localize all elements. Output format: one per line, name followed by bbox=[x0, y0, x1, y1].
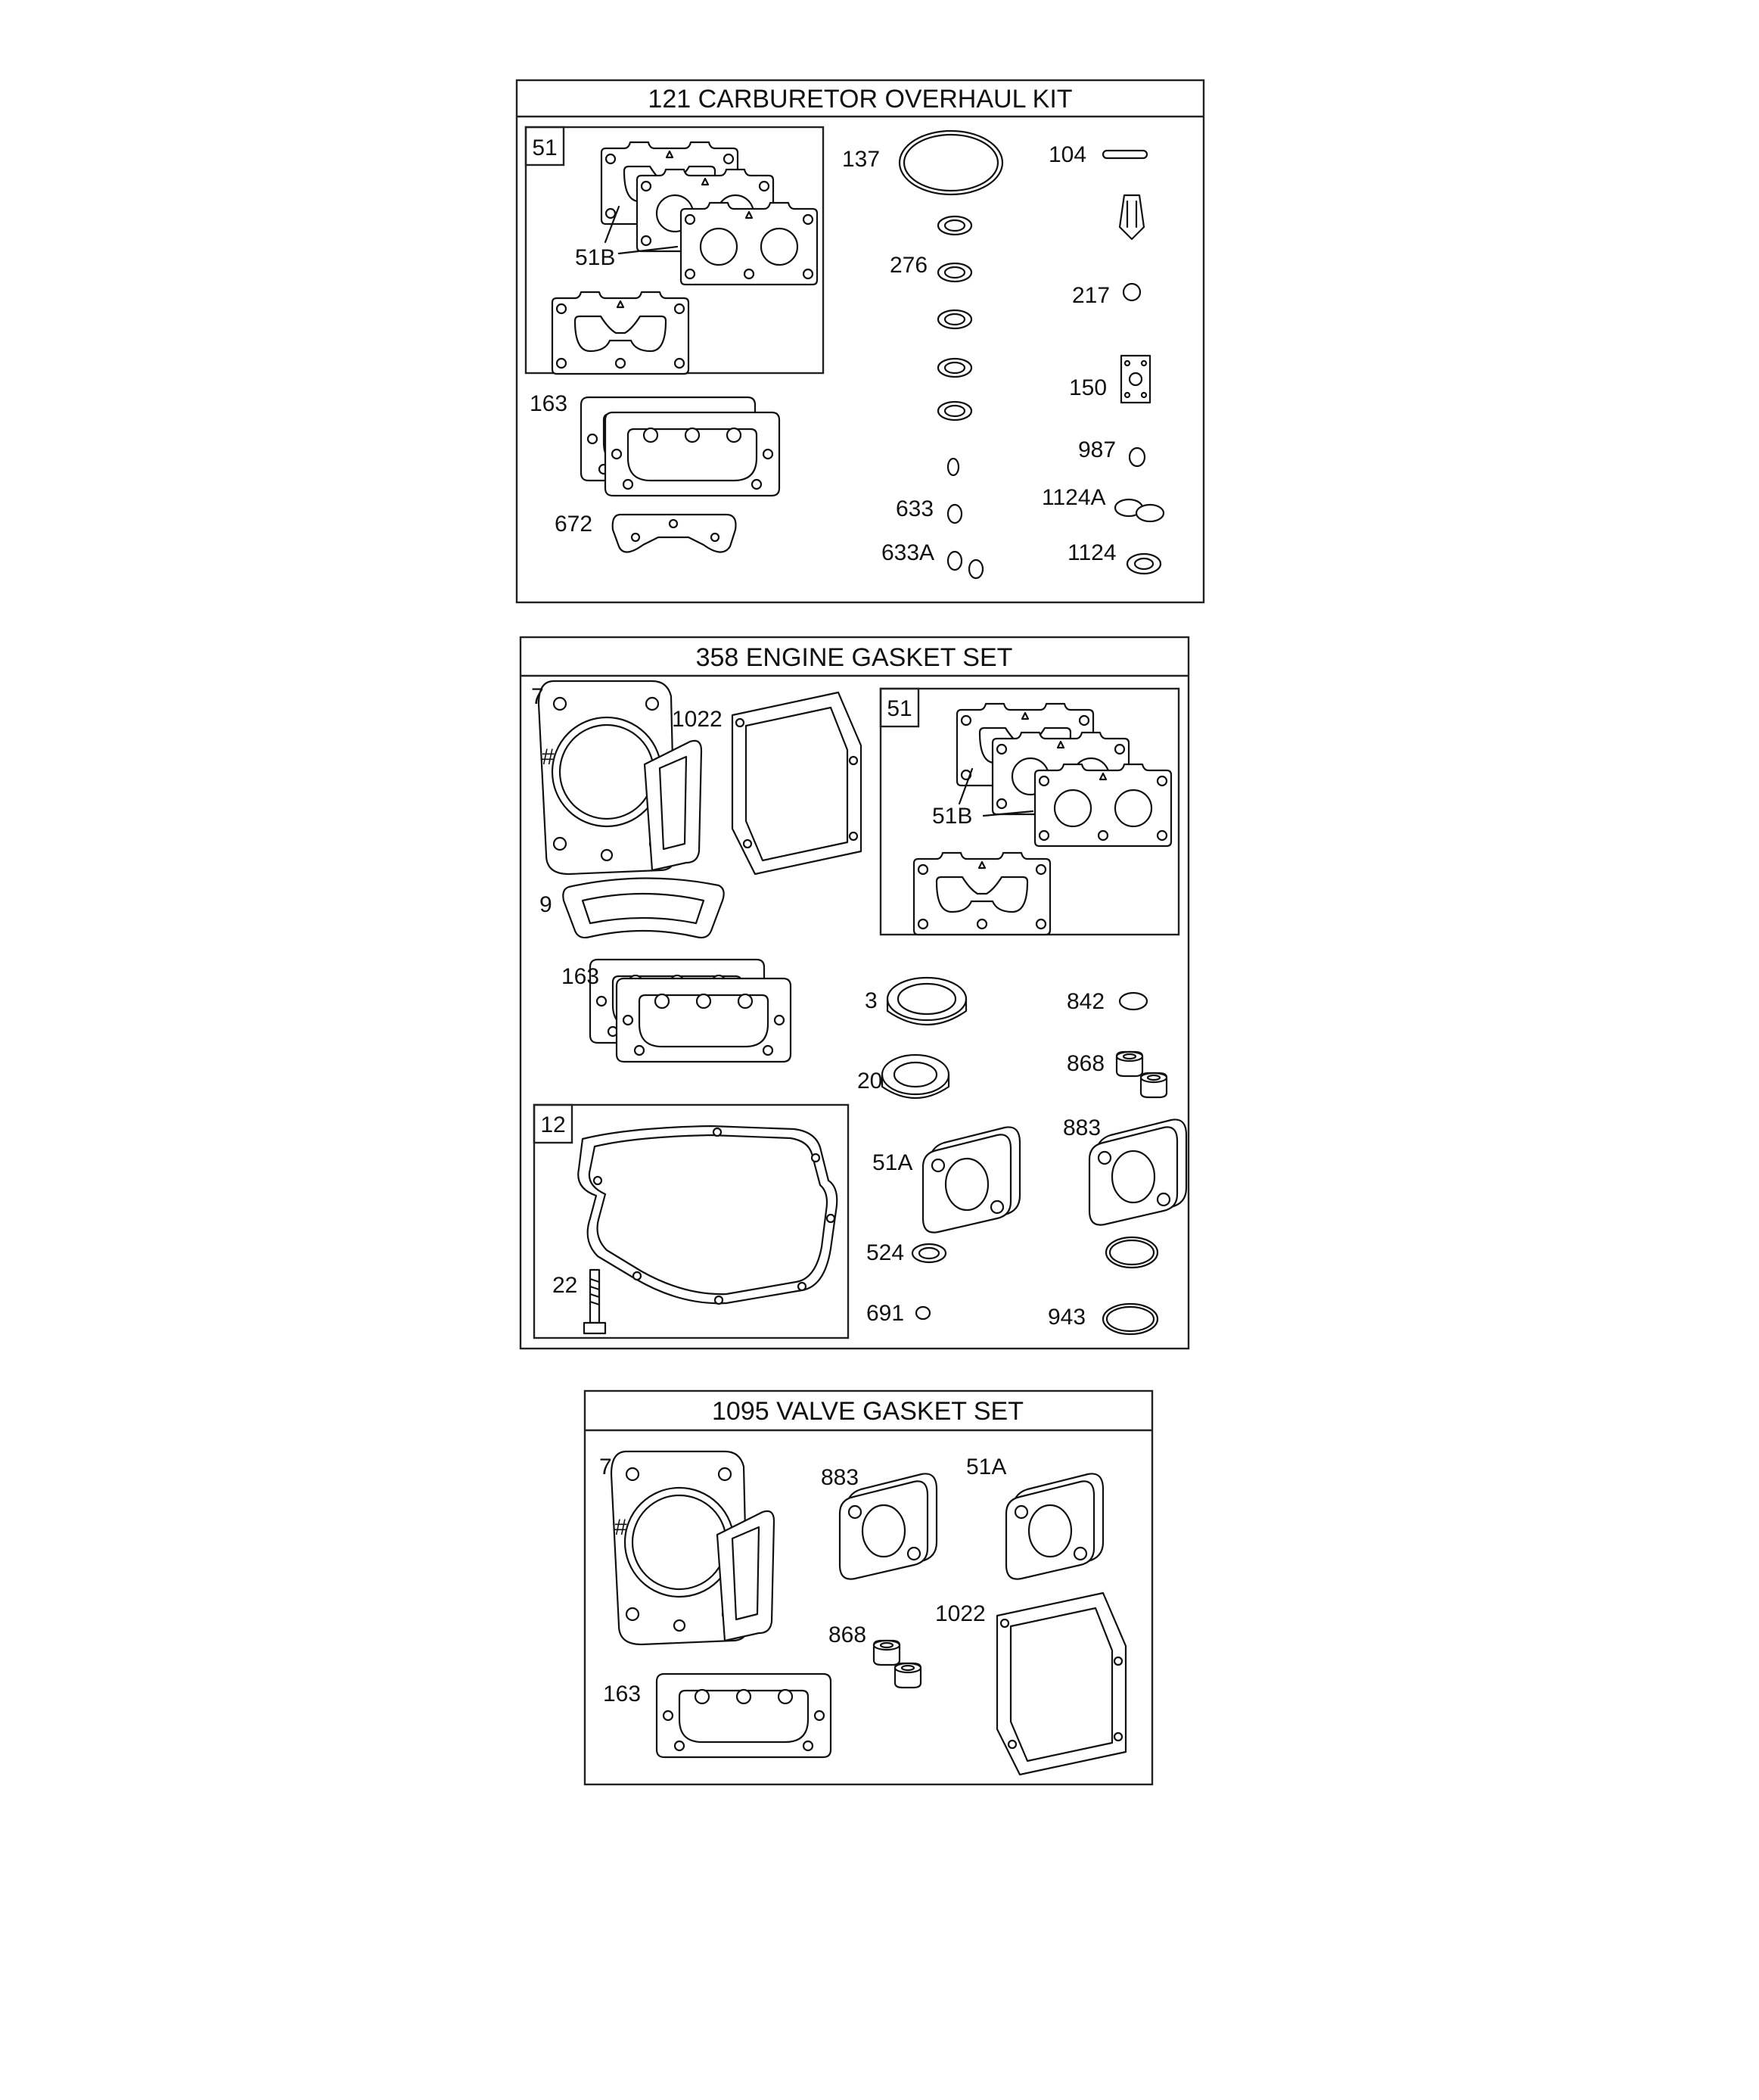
label-672: 672 bbox=[555, 512, 593, 537]
label-691: 691 bbox=[866, 1301, 905, 1326]
label-1022: 1022 bbox=[672, 707, 723, 732]
label-276: 276 bbox=[890, 253, 928, 278]
label-163: 163 bbox=[561, 964, 600, 989]
label-3: 3 bbox=[865, 988, 878, 1013]
label-987: 987 bbox=[1078, 437, 1117, 462]
pin-104 bbox=[1103, 151, 1147, 158]
panel-title: 358 ENGINE GASKET SET bbox=[695, 643, 1013, 672]
subgroup-box-12 bbox=[534, 1105, 848, 1338]
panel-carburetor-overhaul-kit bbox=[517, 80, 1204, 602]
label-1124: 1124 bbox=[1068, 540, 1117, 565]
needle-valve bbox=[1120, 195, 1144, 239]
label-51b: 51B bbox=[932, 804, 973, 829]
label-9: 9 bbox=[539, 892, 552, 917]
label-868: 868 bbox=[828, 1622, 867, 1647]
subgroup-label: 12 bbox=[540, 1112, 566, 1137]
label-51b: 51B bbox=[575, 245, 616, 270]
label-883: 883 bbox=[821, 1465, 859, 1490]
subgroup-box bbox=[526, 127, 823, 374]
clip-842 bbox=[1120, 993, 1147, 1010]
label-7: 7 bbox=[599, 1454, 612, 1479]
subgroup-box-51 bbox=[881, 689, 1179, 935]
panel-engine-gasket-set bbox=[521, 637, 1189, 1349]
label-868: 868 bbox=[1067, 1051, 1105, 1076]
label-137: 137 bbox=[842, 147, 881, 172]
label-633a: 633A bbox=[881, 540, 935, 565]
nut-691 bbox=[916, 1307, 930, 1319]
clip-217 bbox=[1123, 284, 1140, 300]
label-842: 842 bbox=[1067, 989, 1105, 1014]
label-217: 217 bbox=[1072, 283, 1111, 308]
label-22: 22 bbox=[552, 1273, 578, 1298]
label-633: 633 bbox=[896, 496, 934, 521]
label-163: 163 bbox=[530, 391, 568, 416]
label-150: 150 bbox=[1069, 375, 1108, 400]
panel-title: 1095 VALVE GASKET SET bbox=[712, 1397, 1024, 1426]
panel-valve-gasket-set bbox=[585, 1391, 1152, 1784]
subgroup-label: 51 bbox=[532, 135, 558, 160]
label-20: 20 bbox=[857, 1069, 883, 1094]
parts-diagram: # 121 CARBURETOR OVERHAUL KIT 51 51B 137 276 633 633A 104 217 150 987 1124A 1124 163 672 358 ENGINE GASKET SET 7 1022 9 51 51B 163 12 22 3 20 51A 524 691 842 868 883 943 1095 VALVE GASKET SET 7 883 51A 868 1022 163 bbox=[0, 0, 1759, 2100]
label-883: 883 bbox=[1063, 1115, 1102, 1140]
label-104: 104 bbox=[1049, 142, 1087, 167]
washer-633 bbox=[948, 505, 962, 523]
subgroup-label: 51 bbox=[887, 696, 912, 721]
label-51a: 51A bbox=[872, 1150, 913, 1175]
part-987 bbox=[1130, 448, 1145, 466]
panel-title: 121 CARBURETOR OVERHAUL KIT bbox=[648, 85, 1073, 114]
label-7: 7 bbox=[531, 684, 544, 709]
label-1124a: 1124A bbox=[1042, 485, 1106, 510]
label-1022: 1022 bbox=[935, 1601, 986, 1626]
label-51a: 51A bbox=[966, 1454, 1007, 1479]
label-163: 163 bbox=[603, 1682, 642, 1706]
label-943: 943 bbox=[1048, 1305, 1086, 1330]
label-524: 524 bbox=[866, 1240, 905, 1265]
